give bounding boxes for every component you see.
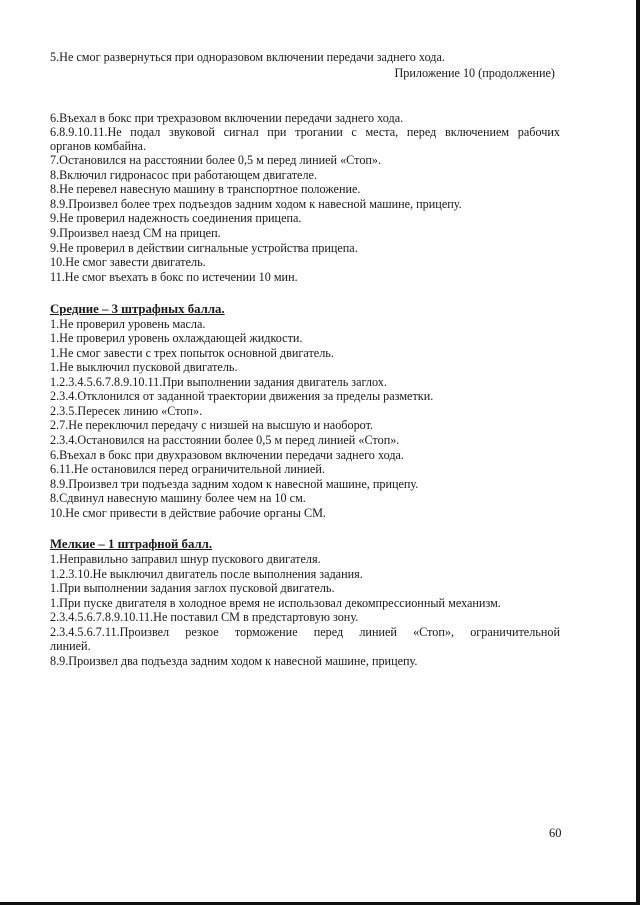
list-item: 8.9.Произвел более трех подъездов задним ходом к навесной машине, прицепу. [50, 197, 462, 211]
list-item: 6.8.9.10.11.Не подал звуковой сигнал при трогании с места, перед включением рабочих [50, 125, 560, 139]
list-item: 1.При выполнении задания заглох пусковой двигатель. [50, 581, 335, 595]
list-item: 8.Включил гидронасос при работающем двигателе. [50, 168, 318, 182]
list-item: 6.Въехал в бокс при двухразовом включении передачи заднего хода. [50, 448, 404, 462]
list-item: 2.3.4.5.6.7.8.9.10.11.Не поставил СМ в предстартовую зону. [50, 610, 359, 624]
list-item: 1.2.3.4.5.6.7.8.9.10.11.При выполнении задания двигатель заглох. [50, 375, 387, 389]
list-item: 2.3.4.Остановился на расстоянии более 0,5 м перед линией «Стоп». [50, 433, 400, 447]
list-item: 6.Въехал в бокс при трехразовом включении передачи заднего хода. [50, 111, 404, 125]
list-item: 1.Неправильно заправил шнур пускового двигателя. [50, 552, 321, 566]
list-item: 1.При пуске двигателя в холодное время не использовал декомпрессионный механизм. [50, 596, 501, 610]
list-item: 9.Произвел наезд СМ на прицеп. [50, 226, 221, 240]
list-item: 2.3.4.5.6.7.11.Произвел резкое торможение перед линией «Стоп», ограничительной [50, 625, 560, 639]
list-item: 7.Остановился на расстоянии более 0,5 м перед линией «Стоп». [50, 153, 382, 167]
list-item: 2.3.4.Отклонился от заданной траектории движения за пределы разметки. [50, 389, 434, 403]
list-item: 10.Не смог привести в действие рабочие органы СМ. [50, 506, 326, 520]
list-item: 11.Не смог въехать в бокс по истечении 10 мин. [50, 270, 298, 284]
list-item: 8.Сдвинул навесную машину более чем на 10 см. [50, 491, 306, 505]
top-line: 5.Не смог развернуться при одноразовом включении передачи заднего хода. [50, 50, 445, 64]
list-item: 8.Не перевел навесную машину в транспортное положение. [50, 182, 361, 196]
section-heading-minor: Мелкие – 1 штрафной балл. [50, 537, 213, 551]
page-number: 60 [549, 826, 562, 840]
list-item: 2.3.5.Пересек линию «Стоп». [50, 404, 203, 418]
list-item: 1.Не смог завести с трех попыток основной двигатель. [50, 346, 334, 360]
list-item: органов комбайна. [50, 139, 146, 153]
scan-edge-right [636, 0, 640, 905]
list-item: 2.7.Не переключил передачу с низшей на высшую и наоборот. [50, 418, 374, 432]
list-item: 9.Не проверил надежность соединения прицепа. [50, 211, 302, 225]
list-item: 6.11.Не остановился перед ограничительной линией. [50, 462, 325, 476]
list-item: 10.Не смог завести двигатель. [50, 255, 206, 269]
list-item: 1.Не проверил уровень охлаждающей жидкости. [50, 331, 303, 345]
list-item: 8.9.Произвел три подъезда задним ходом к навесной машине, прицепу. [50, 477, 419, 491]
list-item: 9.Не проверил в действии сигнальные устройства прицепа. [50, 241, 358, 255]
list-item: 1.2.3.10.Не выключил двигатель после выполнения задания. [50, 567, 363, 581]
list-item: 1.Не выключил пусковой двигатель. [50, 360, 238, 374]
list-item: 1.Не проверил уровень масла. [50, 317, 206, 331]
list-item: 8.9.Произвел два подъезда задним ходом к навесной машине, прицепу. [50, 654, 418, 668]
section-heading-medium: Средние – 3 штрафных балла. [50, 302, 225, 316]
appendix-label: Приложение 10 (продолжение) [394, 66, 555, 80]
list-item: линией. [50, 639, 91, 653]
